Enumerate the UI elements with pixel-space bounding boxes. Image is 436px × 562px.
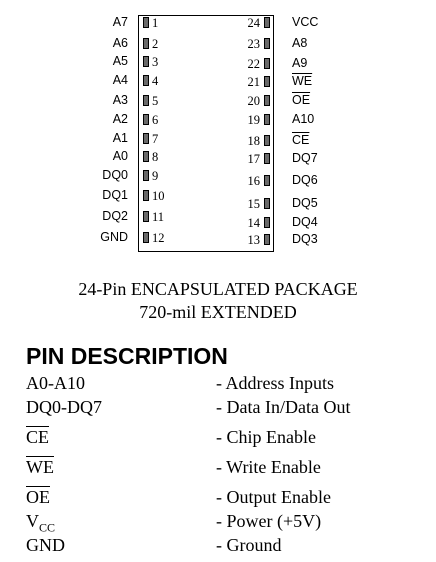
pin-4-label: A4 — [112, 73, 128, 87]
pin-4-marker — [143, 75, 149, 86]
pin-11-label: DQ2 — [102, 209, 128, 223]
pin-7-marker — [143, 133, 149, 144]
pin-3-marker — [143, 56, 149, 67]
pin-1-label: A7 — [112, 15, 128, 29]
pin-14-label: DQ4 — [292, 215, 318, 229]
description-row — [26, 510, 426, 534]
pin-20-number: 20 — [247, 94, 260, 108]
description-text: - Output Enable — [216, 487, 331, 507]
pin-1-number: 1 — [152, 16, 159, 30]
pin-10-label: DQ1 — [102, 188, 128, 202]
pin-10-number: 10 — [152, 189, 165, 203]
description-row — [26, 456, 426, 480]
pin-19-label: A10 — [292, 112, 315, 126]
description-row — [26, 534, 426, 558]
pin-3-number: 3 — [152, 55, 159, 69]
pin-18-marker — [264, 135, 270, 146]
pin-17-marker — [264, 153, 270, 164]
description-signal-text: V — [26, 511, 39, 531]
pin-9-label: DQ0 — [102, 168, 128, 182]
pin-9-number: 9 — [152, 169, 159, 183]
description-signal — [26, 396, 102, 418]
description-signal — [26, 486, 50, 508]
pin-5-number: 5 — [152, 94, 159, 108]
pin-8-label: A0 — [112, 149, 128, 163]
description-signal-text: OE — [26, 487, 50, 507]
description-signal — [26, 456, 54, 478]
pin-6-marker — [143, 114, 149, 125]
description-text: - Power (+5V) — [216, 511, 322, 531]
pin-5-label: A3 — [112, 93, 128, 107]
description-row — [26, 426, 426, 450]
pin-3-label: A5 — [112, 54, 128, 68]
pin-5-marker — [143, 95, 149, 106]
pin-17-number: 17 — [247, 152, 260, 166]
pin-9-marker — [143, 170, 149, 181]
pin-8-number: 8 — [152, 150, 159, 164]
pin-description-title: PIN DESCRIPTION — [26, 343, 228, 369]
description-row — [26, 486, 426, 510]
pin-7-number: 7 — [152, 132, 159, 146]
description-text: - Address Inputs — [216, 373, 334, 393]
pin-19-marker — [264, 114, 270, 125]
description-text: - Chip Enable — [216, 427, 316, 447]
pin-6-label: A2 — [112, 112, 128, 126]
pin-23-number: 23 — [247, 37, 260, 51]
pin-23-label: A8 — [292, 36, 308, 50]
pin-2-label: A6 — [112, 36, 128, 50]
description-row — [26, 396, 426, 420]
description-signal-text: CE — [26, 427, 50, 447]
pin-18-label: $\overline{CE}$ — [292, 133, 310, 147]
description-signal — [26, 534, 65, 556]
description-signal-text: DQ0-DQ7 — [26, 397, 102, 417]
pin-23-marker — [264, 38, 270, 49]
pin-19-number: 19 — [247, 113, 260, 127]
pin-12-marker — [143, 232, 149, 243]
pin-8-marker — [143, 151, 149, 162]
description-signal-text: GND — [26, 535, 65, 555]
pin-24-marker — [264, 17, 270, 28]
pin-22-marker — [264, 58, 270, 69]
pin-15-marker — [264, 198, 270, 209]
description-signal — [26, 372, 85, 394]
pin-2-marker — [143, 38, 149, 49]
pin-16-label: DQ6 — [292, 173, 318, 187]
pin-7-label: A1 — [112, 131, 128, 145]
pin-17-label: DQ7 — [292, 151, 318, 165]
pin-12-label: GND — [100, 230, 128, 244]
pin-21-marker — [264, 76, 270, 87]
pin-22-number: 22 — [247, 57, 260, 71]
package-caption-line1: 24-Pin ENCAPSULATED PACKAGE — [78, 279, 358, 299]
pin-10-marker — [143, 190, 149, 201]
pin-14-marker — [264, 217, 270, 228]
description-text: - Write Enable — [216, 457, 321, 477]
pin-18-number: 18 — [247, 134, 260, 148]
pin-15-number: 15 — [247, 197, 260, 211]
description-signal-text: A0-A10 — [26, 373, 85, 393]
pin-6-number: 6 — [152, 113, 159, 127]
pin-13-label: DQ3 — [292, 232, 318, 246]
pin-24-label: VCC — [292, 15, 319, 29]
pin-24-number: 24 — [247, 16, 260, 30]
pin-22-label: A9 — [292, 56, 308, 70]
package-caption-line2: 720-mil EXTENDED — [139, 302, 297, 322]
pin-16-number: 16 — [247, 174, 260, 188]
description-signal-text: WE — [26, 457, 54, 477]
pin-12-number: 12 — [152, 231, 165, 245]
pin-16-marker — [264, 175, 270, 186]
pin-20-label: $\overline{OE}$ — [292, 93, 311, 107]
description-signal — [26, 426, 49, 448]
pin-13-marker — [264, 234, 270, 245]
pin-2-number: 2 — [152, 37, 159, 51]
description-row — [26, 372, 426, 396]
pin-11-marker — [143, 211, 149, 222]
pin-20-marker — [264, 95, 270, 106]
description-text: - Ground — [216, 535, 282, 555]
pin-14-number: 14 — [247, 216, 260, 230]
pin-21-label: $\overline{WE}$ — [292, 74, 313, 88]
pin-1-marker — [143, 17, 149, 28]
description-signal-subscript: CC — [39, 520, 56, 535]
pin-11-number: 11 — [152, 210, 165, 224]
description-text: - Data In/Data Out — [216, 397, 351, 417]
pin-21-number: 21 — [247, 75, 260, 89]
pin-4-number: 4 — [152, 74, 159, 88]
pin-13-number: 13 — [247, 233, 260, 247]
pin-15-label: DQ5 — [292, 196, 318, 210]
